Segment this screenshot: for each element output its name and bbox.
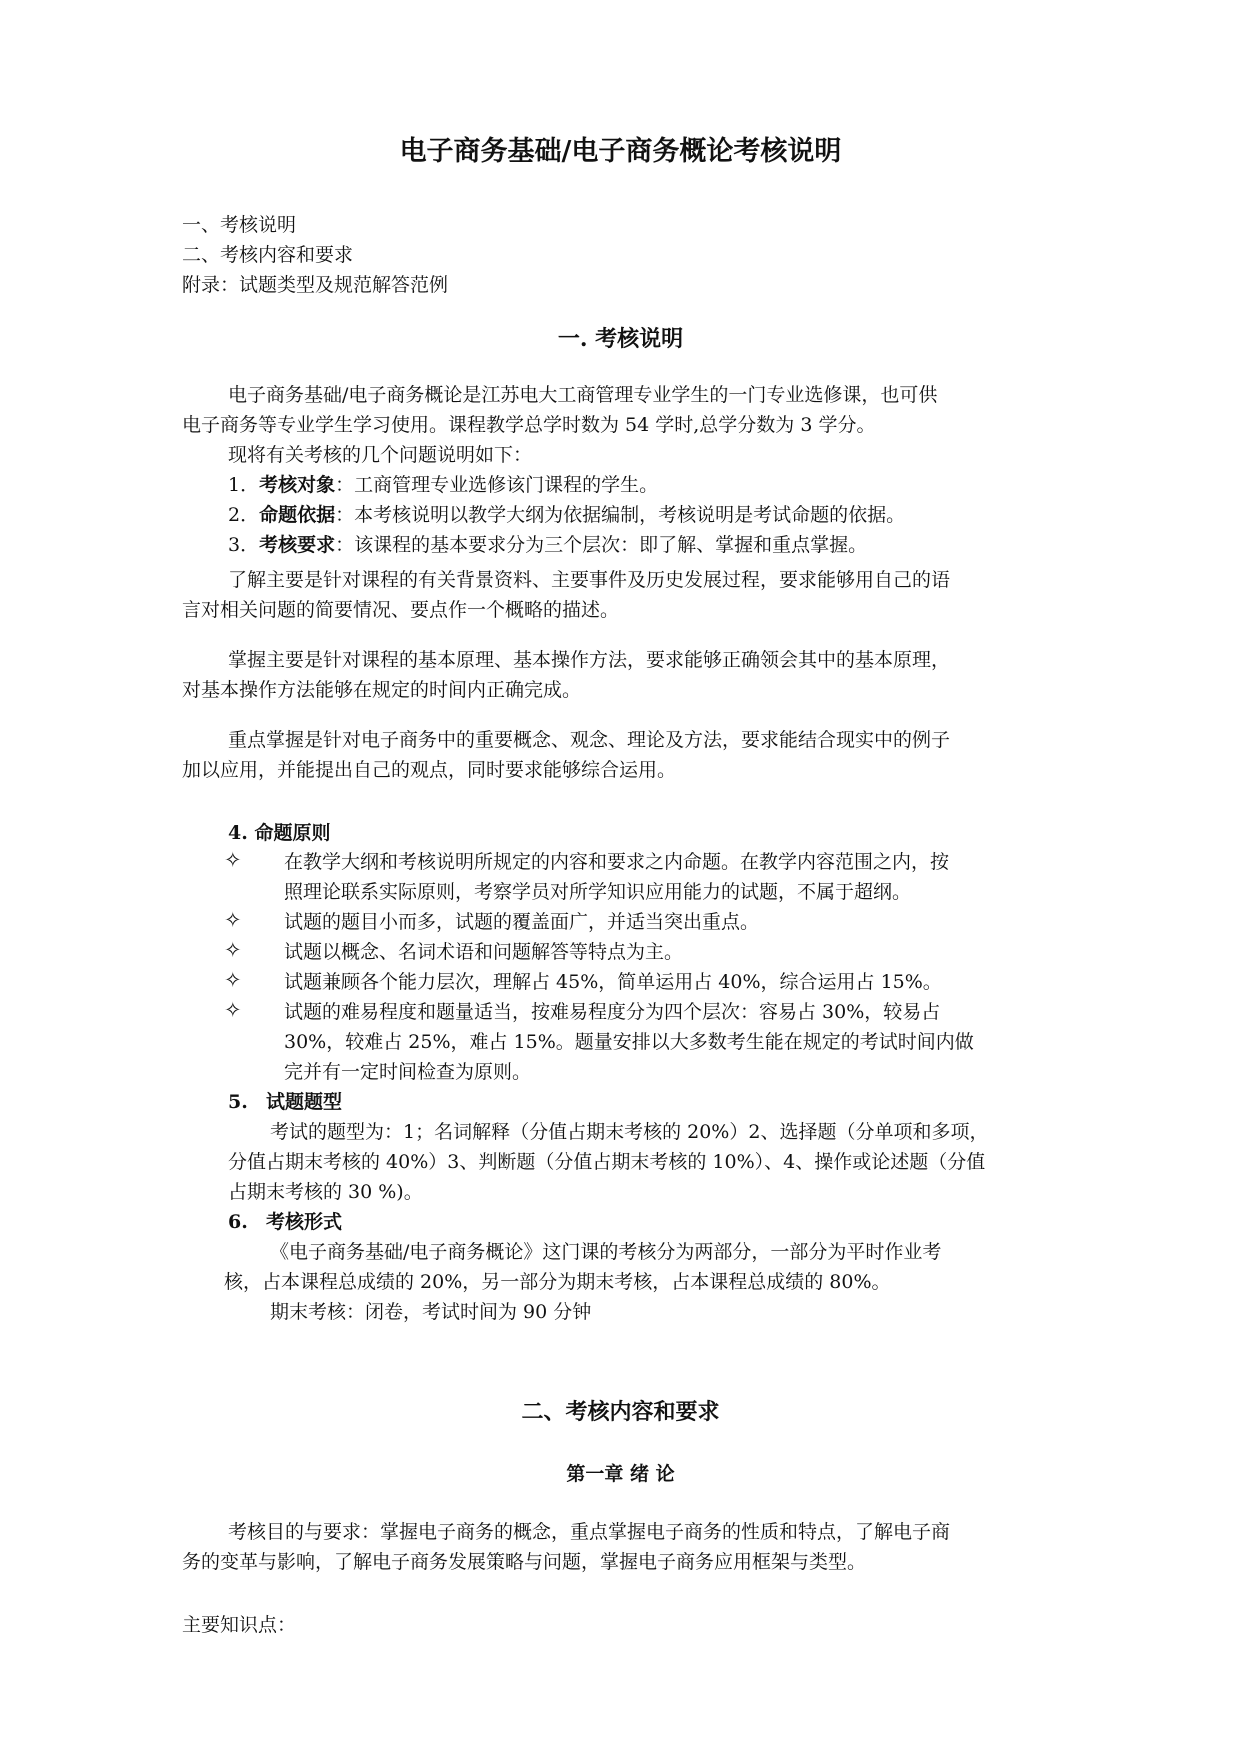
- type-heading-number: 5.: [228, 1091, 248, 1113]
- type-line-2: 分值占期末考核的 40%）3、判断题（分值占期末考核的 10%）、4、操作或论述题（分值: [228, 1151, 986, 1173]
- item-exam-target: [228, 470, 658, 500]
- bullet-2-line-1: 试题的题目小而多，试题的覆盖面广，并适当突出重点。: [284, 911, 760, 933]
- type-line-3: 占期末考核的 30 %)。: [228, 1181, 423, 1203]
- form-heading: 考核形式: [266, 1211, 343, 1233]
- form-line-2: 核，占本课程总成绩的 20%，另一部分为期末考核，占本课程总成绩的 80%。: [224, 1271, 891, 1293]
- bullet-diamond-icon: ✧: [224, 968, 242, 992]
- item-label: 命题依据: [259, 504, 336, 526]
- item-text: ：工商管理专业选修该门课程的学生。: [335, 474, 659, 496]
- item-exam-requirement: [228, 530, 867, 560]
- document-title: 电子商务基础/电子商务概论考核说明: [399, 136, 842, 167]
- item-text: ：该课程的基本要求分为三个层次：即了解、掌握和重点掌握。: [335, 534, 868, 556]
- para-key-line-2: 加以应用，并能提出自己的观点，同时要求能够综合运用。: [182, 759, 677, 781]
- bullet-5-line-1: 试题的难易程度和题量适当，按难易程度分为四个层次：容易占 30%，较易占: [284, 1001, 941, 1023]
- bullet-diamond-icon: ✧: [224, 998, 242, 1022]
- bullet-1-line-2: 照理论联系实际原则，考察学员对所学知识应用能力的试题，不属于超纲。: [284, 881, 912, 903]
- para-master-line-1: 掌握主要是针对课程的基本原理、基本操作方法，要求能够正确领会其中的基本原理，: [228, 649, 951, 671]
- item-text: ：本考核说明以教学大纲为依据编制，考核说明是考试命题的依据。: [335, 504, 906, 526]
- type-line-1: 考试的题型为：1；名词解释（分值占期末考核的 20%）2、选择题（分单项和多项，: [270, 1121, 989, 1143]
- para-understand-line-2: 言对相关问题的简要情况、要点作一个概略的描述。: [182, 599, 620, 621]
- bullet-3-line-1: 试题以概念、名词术语和问题解答等特点为主。: [284, 941, 684, 963]
- item-number: 3．: [228, 534, 260, 556]
- para-master-line-2: 对基本操作方法能够在规定的时间内正确完成。: [182, 679, 582, 701]
- bullet-diamond-icon: ✧: [224, 938, 242, 962]
- intro-line-3: 现将有关考核的几个问题说明如下：: [228, 444, 533, 466]
- section2-heading: 二、考核内容和要求: [521, 1399, 720, 1425]
- bullet-1-line-1: 在教学大纲和考核说明所规定的内容和要求之内命题。在教学内容范围之内，按: [284, 851, 950, 873]
- para-key-line-1: 重点掌握是针对电子商务中的重要概念、观念、理论及方法，要求能结合现实中的例子: [228, 729, 951, 751]
- type-heading: 试题题型: [266, 1091, 343, 1113]
- item-exam-basis: [228, 500, 905, 530]
- form-heading-number: 6.: [228, 1211, 248, 1233]
- item-label: 考核对象: [259, 474, 336, 496]
- bullet-5-line-3: 完并有一定时间检查为原则。: [284, 1061, 532, 1083]
- item-number: 2．: [228, 504, 260, 526]
- bullet-diamond-icon: ✧: [224, 908, 242, 932]
- toc-item-2: 二、考核内容和要求: [182, 244, 354, 266]
- goal-line-1: 考核目的与要求：掌握电子商务的概念，重点掌握电子商务的性质和特点，了解电子商: [228, 1521, 951, 1543]
- toc-item-1: 一、考核说明: [182, 214, 297, 236]
- form-line-3: 期末考核：闭卷，考试时间为 90 分钟: [270, 1301, 592, 1323]
- item-number: 1．: [228, 474, 260, 496]
- form-line-1: 《电子商务基础/电子商务概论》这门课的考核分为两部分，一部分为平时作业考: [270, 1241, 942, 1263]
- toc-appendix: 附录：试题类型及规范解答范例: [182, 274, 449, 296]
- section1-heading: 一. 考核说明: [557, 326, 684, 352]
- bullet-5-line-2: 30%，较难占 25%，难占 15%。题量安排以大多数考生能在规定的考试时间内做: [284, 1031, 974, 1053]
- chapter-heading: 第一章 绪 论: [566, 1463, 675, 1485]
- para-understand-line-1: 了解主要是针对课程的有关背景资料、主要事件及历史发展过程，要求能够用自己的语: [228, 569, 951, 591]
- goal-line-2: 务的变革与影响，了解电子商务发展策略与问题，掌握电子商务应用框架与类型。: [182, 1551, 867, 1573]
- intro-line-2: 电子商务等专业学生学习使用。课程教学总学时数为 54 学时,总学分数为 3 学分。: [182, 414, 876, 436]
- knowledge-points-label: 主要知识点：: [182, 1614, 297, 1636]
- intro-line-1: 电子商务基础/电子商务概论是江苏电大工商管理专业学生的一门专业选修课，也可供: [228, 384, 938, 406]
- bullet-4-line-1: 试题兼顾各个能力层次，理解占 45%，简单运用占 40%，综合运用占 15%。: [284, 971, 942, 993]
- item-label: 考核要求: [259, 534, 336, 556]
- bullet-diamond-icon: ✧: [224, 848, 242, 872]
- principle-heading: 4. 命题原则: [228, 822, 331, 844]
